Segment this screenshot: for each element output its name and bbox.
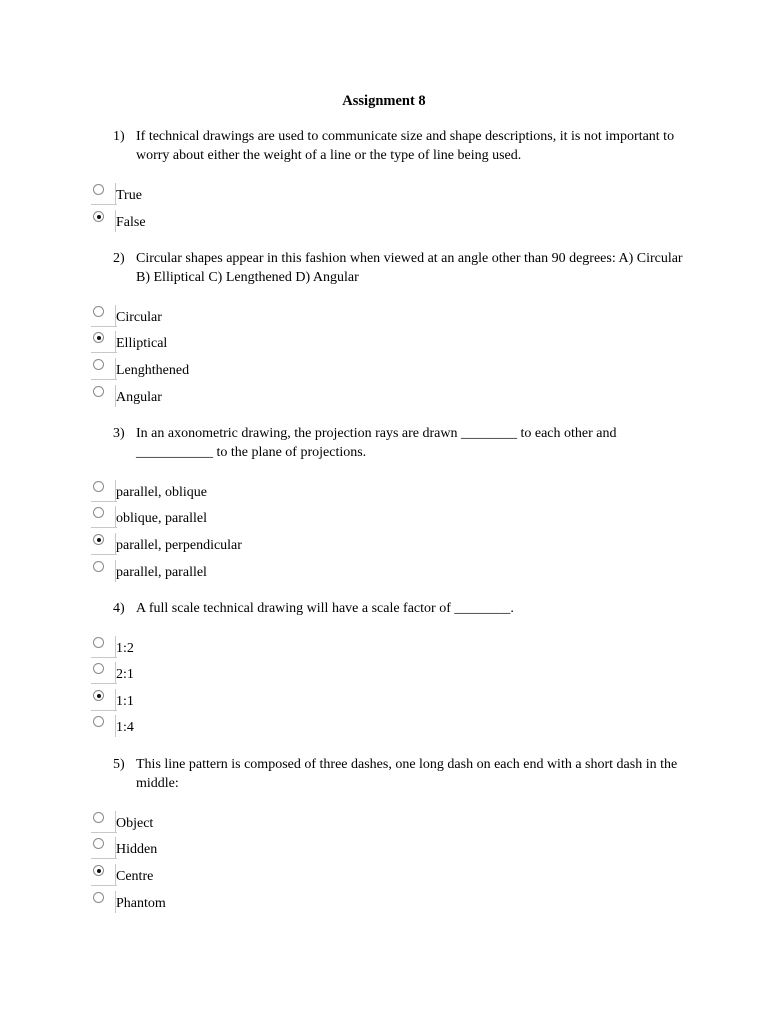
option-divider	[91, 326, 117, 327]
answer-option-q5-0[interactable]	[91, 811, 341, 833]
question-text	[136, 424, 683, 462]
radio-button[interactable]	[93, 332, 104, 343]
question-text-line: In an axonometric drawing, the projection rays are drawn ________ to each other and	[136, 426, 617, 441]
answer-option-q4-0[interactable]	[91, 636, 341, 658]
option-divider	[91, 885, 117, 886]
answer-label: 2:1	[116, 667, 134, 682]
radio-button[interactable]	[93, 716, 104, 727]
answer-label: 1:4	[116, 720, 134, 735]
question-text-line: ___________ to the plane of projections.	[136, 445, 367, 460]
question-number: 4)	[113, 601, 125, 616]
answer-option-q5-3[interactable]	[91, 891, 341, 913]
question-text-line: worry about either the weight of a line or the type of line being used.	[136, 148, 522, 163]
radio-button[interactable]	[93, 812, 104, 823]
option-divider	[91, 858, 117, 859]
question-text-line: B) Elliptical C) Lengthened D) Angular	[136, 270, 359, 285]
answer-label: Angular	[116, 390, 162, 405]
answer-label: Lenghthened	[116, 363, 190, 378]
question-text-line: This line pattern is composed of three dashes, one long dash on each end with a short dash in the	[136, 757, 678, 772]
answer-option-q4-3[interactable]	[91, 715, 341, 737]
radio-button[interactable]	[93, 306, 104, 317]
radio-dot	[97, 215, 101, 219]
option-divider	[91, 379, 117, 380]
answer-option-q3-1[interactable]	[91, 506, 341, 528]
answer-label: Circular	[116, 310, 162, 325]
radio-button[interactable]	[93, 534, 104, 545]
page-title: Assignment 8	[342, 93, 426, 109]
radio-button[interactable]	[93, 211, 104, 222]
answer-label: oblique, parallel	[116, 511, 207, 526]
answer-option-q2-3[interactable]	[91, 385, 341, 407]
question-text	[136, 599, 683, 618]
answer-option-q1-0[interactable]	[91, 183, 341, 205]
answer-label: True	[116, 188, 142, 203]
question-number: 2)	[113, 251, 125, 266]
answer-label: parallel, parallel	[116, 565, 207, 580]
radio-button[interactable]	[93, 184, 104, 195]
question-number: 1)	[113, 129, 125, 144]
radio-button[interactable]	[93, 386, 104, 397]
option-divider	[91, 527, 117, 528]
answer-option-q3-3[interactable]	[91, 560, 341, 582]
radio-button[interactable]	[93, 481, 104, 492]
question-text-line: middle:	[136, 776, 179, 791]
option-divider	[91, 554, 117, 555]
radio-button[interactable]	[93, 561, 104, 572]
option-divider	[91, 710, 117, 711]
question-text	[136, 755, 683, 793]
answer-label: Elliptical	[116, 336, 168, 351]
answer-option-q3-0[interactable]	[91, 480, 341, 502]
answer-option-q1-1[interactable]	[91, 210, 341, 232]
answer-label: Phantom	[116, 896, 166, 911]
option-divider	[91, 832, 117, 833]
answer-label: Centre	[116, 869, 154, 884]
answer-label: parallel, perpendicular	[116, 538, 242, 553]
question-text	[136, 249, 683, 287]
option-divider	[91, 204, 117, 205]
radio-button[interactable]	[93, 507, 104, 518]
option-divider	[91, 352, 117, 353]
answer-option-q4-2[interactable]	[91, 689, 341, 711]
radio-dot	[97, 869, 101, 873]
answer-option-q3-2[interactable]	[91, 533, 341, 555]
answer-option-q2-2[interactable]	[91, 358, 341, 380]
answer-label: Object	[116, 816, 154, 831]
question-1	[113, 127, 683, 165]
answer-option-q5-1[interactable]	[91, 837, 341, 859]
option-divider	[91, 657, 117, 658]
answer-option-q2-0[interactable]	[91, 305, 341, 327]
question-text-line: Circular shapes appear in this fashion when viewed at an angle other than 90 degrees: A) Circular	[136, 251, 683, 266]
radio-button[interactable]	[93, 637, 104, 648]
question-text-line: If technical drawings are used to communicate size and shape descriptions, it is not important to	[136, 129, 675, 144]
radio-button[interactable]	[93, 865, 104, 876]
answer-label: Hidden	[116, 842, 158, 857]
question-2	[113, 249, 683, 287]
question-3	[113, 424, 683, 462]
answer-option-q4-1[interactable]	[91, 662, 341, 684]
radio-button[interactable]	[93, 690, 104, 701]
question-5	[113, 755, 683, 793]
radio-button[interactable]	[93, 838, 104, 849]
question-4	[113, 599, 683, 618]
question-number: 3)	[113, 426, 125, 441]
answer-label: parallel, oblique	[116, 485, 207, 500]
radio-button[interactable]	[93, 359, 104, 370]
radio-dot	[97, 694, 101, 698]
answer-option-q2-1[interactable]	[91, 331, 341, 353]
option-divider	[91, 683, 117, 684]
answer-label: 1:2	[116, 641, 134, 656]
answer-option-q5-2[interactable]	[91, 864, 341, 886]
question-number: 5)	[113, 757, 125, 772]
question-text-line: A full scale technical drawing will have a scale factor of ________.	[136, 601, 514, 616]
radio-dot	[97, 336, 101, 340]
answer-label: 1:1	[116, 694, 134, 709]
radio-button[interactable]	[93, 663, 104, 674]
option-divider	[91, 501, 117, 502]
radio-dot	[97, 538, 101, 542]
question-text	[136, 127, 683, 165]
answer-label: False	[116, 215, 146, 230]
radio-button[interactable]	[93, 892, 104, 903]
